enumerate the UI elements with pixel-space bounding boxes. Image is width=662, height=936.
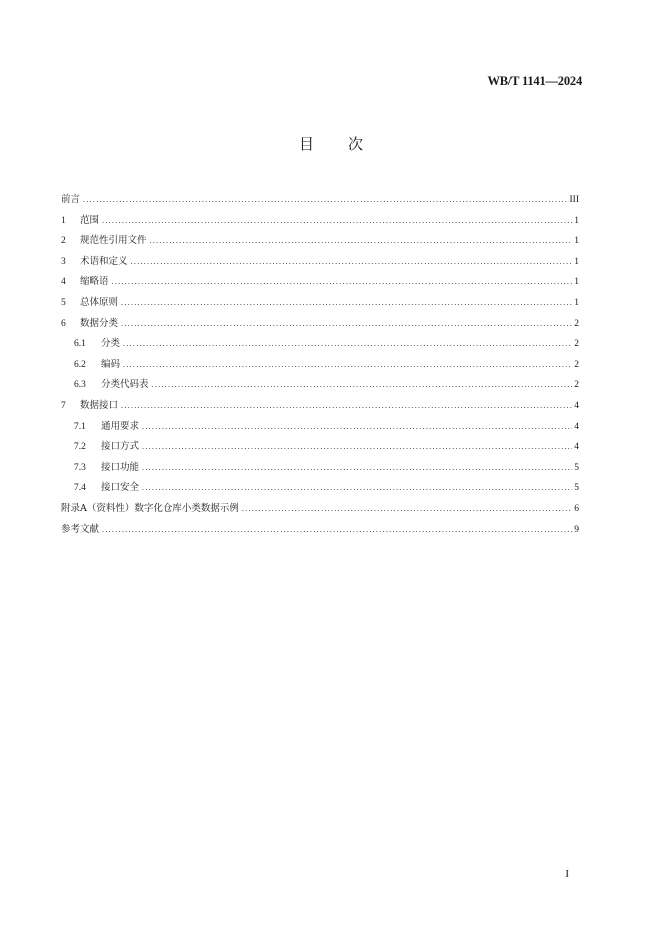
toc-leader-dots bbox=[83, 190, 567, 211]
toc-entry-number: 6.1 bbox=[74, 339, 86, 350]
toc-title bbox=[0, 133, 662, 154]
toc-entry-number: 7.3 bbox=[74, 462, 86, 473]
toc-leader-dots bbox=[142, 417, 572, 438]
toc-entry-4[interactable] bbox=[61, 272, 579, 293]
toc-entry-7-2[interactable] bbox=[61, 437, 579, 458]
toc-leader-dots bbox=[142, 458, 572, 479]
toc-entry-label: 前言 bbox=[61, 194, 81, 205]
toc-entry-page: 5 bbox=[574, 483, 579, 494]
toc-entry-6-1[interactable] bbox=[61, 334, 579, 355]
toc-entry-page: 9 bbox=[574, 524, 579, 535]
toc-entry-page: 4 bbox=[574, 400, 579, 411]
toc-entry-label: 规范性引用文件 bbox=[80, 235, 147, 247]
toc-entry-label: 术语和定义 bbox=[80, 255, 128, 267]
toc-entry-1[interactable] bbox=[61, 211, 579, 232]
toc-entry-number: 2 bbox=[61, 236, 66, 247]
toc-leader-dots bbox=[152, 375, 573, 396]
toc-entry-6-2[interactable] bbox=[61, 355, 579, 376]
toc-entry-label: 接口方式 bbox=[101, 441, 140, 453]
toc-leader-dots bbox=[121, 314, 572, 335]
toc-entry-7-4[interactable] bbox=[61, 478, 579, 499]
toc-entry-number: 3 bbox=[61, 256, 66, 267]
toc-entry-6[interactable] bbox=[61, 314, 579, 335]
toc-entry-label: 分类 bbox=[101, 338, 121, 350]
toc-entry-7-1[interactable] bbox=[61, 417, 579, 438]
toc-entry-2[interactable] bbox=[61, 231, 579, 252]
toc-entry-page: III bbox=[569, 195, 579, 205]
toc-entry-page: 6 bbox=[574, 503, 579, 514]
toc-leader-dots bbox=[123, 334, 572, 355]
toc-entry-appendix-a[interactable] bbox=[61, 499, 579, 520]
toc-entry-page: 2 bbox=[574, 318, 579, 329]
toc-entry-label: 接口安全 bbox=[101, 482, 140, 494]
toc-leader-dots bbox=[112, 272, 573, 293]
toc-leader-dots bbox=[123, 355, 572, 376]
toc-entry-label: 数据分类 bbox=[80, 317, 119, 329]
toc-entry-number: 7.4 bbox=[74, 483, 86, 494]
toc-entry-7-3[interactable] bbox=[61, 458, 579, 479]
toc-leader-dots bbox=[142, 437, 572, 458]
toc-entry-5[interactable] bbox=[61, 293, 579, 314]
toc-entry-number: 6.2 bbox=[74, 359, 86, 370]
toc-entry-label: 附录A（资料性）数字化仓库小类数据示例 bbox=[61, 502, 239, 514]
toc-entry-label: 分类代码表 bbox=[101, 379, 149, 391]
toc-title-char-2: 次 bbox=[348, 135, 364, 153]
toc-leader-dots bbox=[150, 231, 573, 252]
toc-entry-page: 2 bbox=[574, 380, 579, 391]
toc-entry-page: 1 bbox=[574, 297, 579, 308]
toc-entry-label: 范围 bbox=[80, 214, 100, 226]
toc-title-char-1: 目 bbox=[298, 135, 314, 153]
toc-entry-number: 5 bbox=[61, 297, 66, 308]
toc-entry-label: 接口功能 bbox=[101, 461, 140, 473]
toc-entry-label: 总体原则 bbox=[80, 296, 119, 308]
toc-entry-page: 2 bbox=[574, 339, 579, 350]
toc-entry-page: 2 bbox=[574, 359, 579, 370]
toc-leader-dots bbox=[131, 252, 573, 273]
toc-entry-page: 4 bbox=[574, 421, 579, 432]
toc-entry-bibliography[interactable] bbox=[61, 520, 579, 541]
toc-entry-label: 编码 bbox=[101, 358, 121, 370]
toc-leader-dots bbox=[121, 293, 572, 314]
toc-entry-page: 4 bbox=[574, 442, 579, 453]
toc-entry-3[interactable] bbox=[61, 252, 579, 273]
toc-entry-number: 7.1 bbox=[74, 421, 86, 432]
toc-entry-page: 5 bbox=[574, 462, 579, 473]
toc-leader-dots bbox=[242, 499, 572, 520]
toc-entry-page: 1 bbox=[574, 215, 579, 226]
toc-entry-page: 1 bbox=[574, 277, 579, 288]
toc-list bbox=[61, 190, 579, 540]
standard-code: WB/T 1141—2024 bbox=[487, 74, 582, 88]
toc-entry-label: 数据接口 bbox=[80, 399, 119, 411]
toc-leader-dots bbox=[102, 211, 572, 232]
toc-entry-label: 通用要求 bbox=[101, 420, 140, 432]
toc-entry-number: 7 bbox=[61, 400, 66, 411]
toc-entry-number: 7.2 bbox=[74, 442, 86, 453]
toc-entry-7[interactable] bbox=[61, 396, 579, 417]
toc-entry-label: 参考文献 bbox=[61, 523, 100, 535]
toc-leader-dots bbox=[102, 520, 572, 541]
toc-entry-number: 6 bbox=[61, 318, 66, 329]
toc-leader-dots bbox=[142, 478, 572, 499]
toc-entry-page: 1 bbox=[574, 236, 579, 247]
toc-entry-number: 6.3 bbox=[74, 380, 86, 391]
page-number: I bbox=[565, 868, 569, 880]
toc-entry-page: 1 bbox=[574, 256, 579, 267]
toc-entry-number: 4 bbox=[61, 277, 66, 288]
toc-entry-label: 缩略语 bbox=[80, 276, 109, 288]
toc-entry-6-3[interactable] bbox=[61, 375, 579, 396]
toc-entry-foreword[interactable] bbox=[61, 190, 579, 211]
toc-entry-number: 1 bbox=[61, 215, 66, 226]
toc-leader-dots bbox=[121, 396, 572, 417]
